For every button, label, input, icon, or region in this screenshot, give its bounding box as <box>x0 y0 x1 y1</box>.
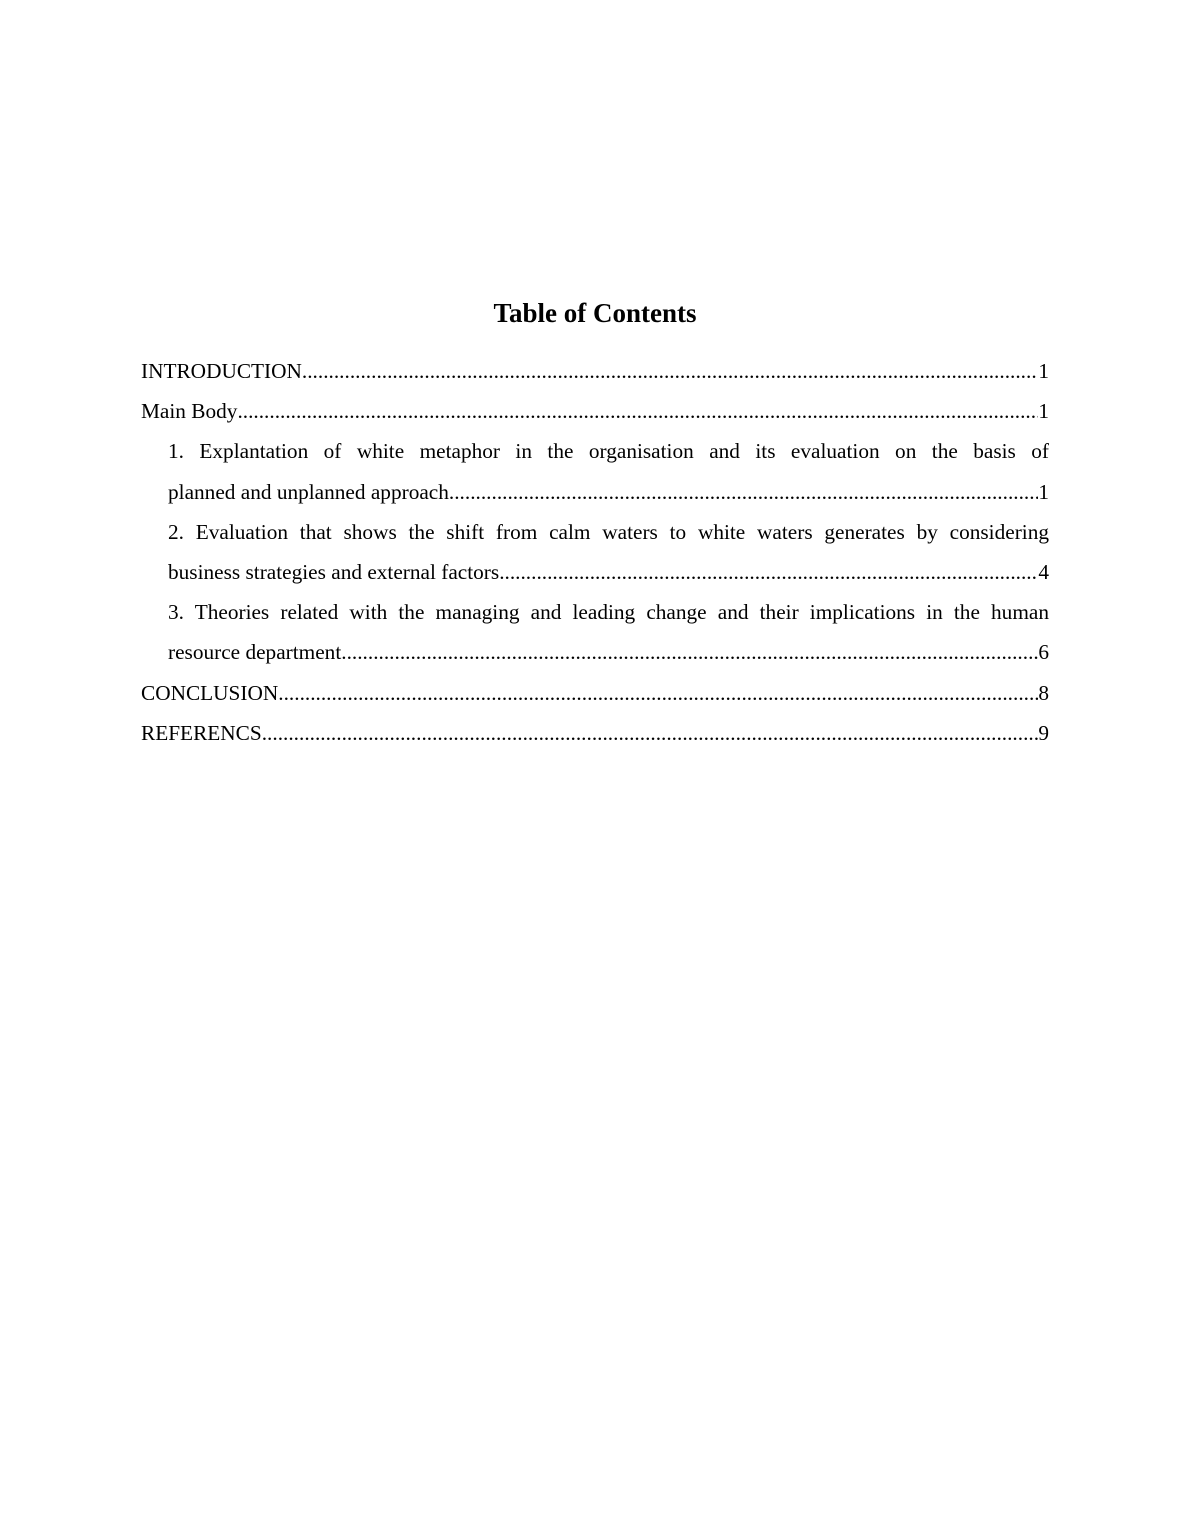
toc-entry-label: INTRODUCTION <box>141 359 302 383</box>
toc-title: Table of Contents <box>493 298 697 328</box>
toc-entry-section-2[interactable] <box>168 512 1049 592</box>
toc-dot-leader <box>449 472 1038 512</box>
toc-entry-label: planned and unplanned approach <box>168 479 449 504</box>
toc-dot-leader <box>278 673 1038 713</box>
toc-entry-label: resource department <box>168 640 342 665</box>
toc-page-number: 1 <box>1038 399 1049 424</box>
toc-entry-first-line: 1. Explantation of white metaphor in the organisation and its evaluation on the basis of <box>168 439 1049 464</box>
toc-page-number: 8 <box>1038 680 1049 705</box>
toc-entry-first-line: 3. Theories related with the managing and leading change and their implications in the human <box>168 600 1049 625</box>
toc-entry-references[interactable] <box>141 713 1049 753</box>
table-of-contents <box>141 351 1049 753</box>
toc-dot-leader <box>302 351 1038 391</box>
toc-entry-label: Main Body <box>141 399 238 424</box>
toc-entry-section-3[interactable] <box>168 592 1049 672</box>
toc-page-number: 9 <box>1038 720 1049 745</box>
toc-page-number: 1 <box>1038 359 1049 383</box>
toc-page-number: 4 <box>1038 560 1049 585</box>
toc-entry-first-line: 2. Evaluation that shows the shift from calm waters to white waters generates by considering <box>168 519 1049 544</box>
toc-page-number: 1 <box>1038 479 1049 504</box>
toc-entry-label: business strategies and external factors <box>168 560 500 585</box>
toc-page-number: 6 <box>1038 640 1049 665</box>
toc-entry-conclusion[interactable] <box>141 673 1049 713</box>
toc-dot-leader <box>237 391 1038 431</box>
toc-entry-introduction[interactable] <box>141 351 1049 391</box>
toc-dot-leader <box>262 713 1039 753</box>
toc-dot-leader <box>341 632 1038 672</box>
toc-entry-main-body[interactable] <box>141 391 1049 431</box>
toc-dot-leader <box>499 552 1038 592</box>
toc-entry-section-1[interactable] <box>168 431 1049 511</box>
toc-entry-label: REFERENCS <box>141 720 262 745</box>
toc-entry-label: CONCLUSION <box>141 680 279 705</box>
